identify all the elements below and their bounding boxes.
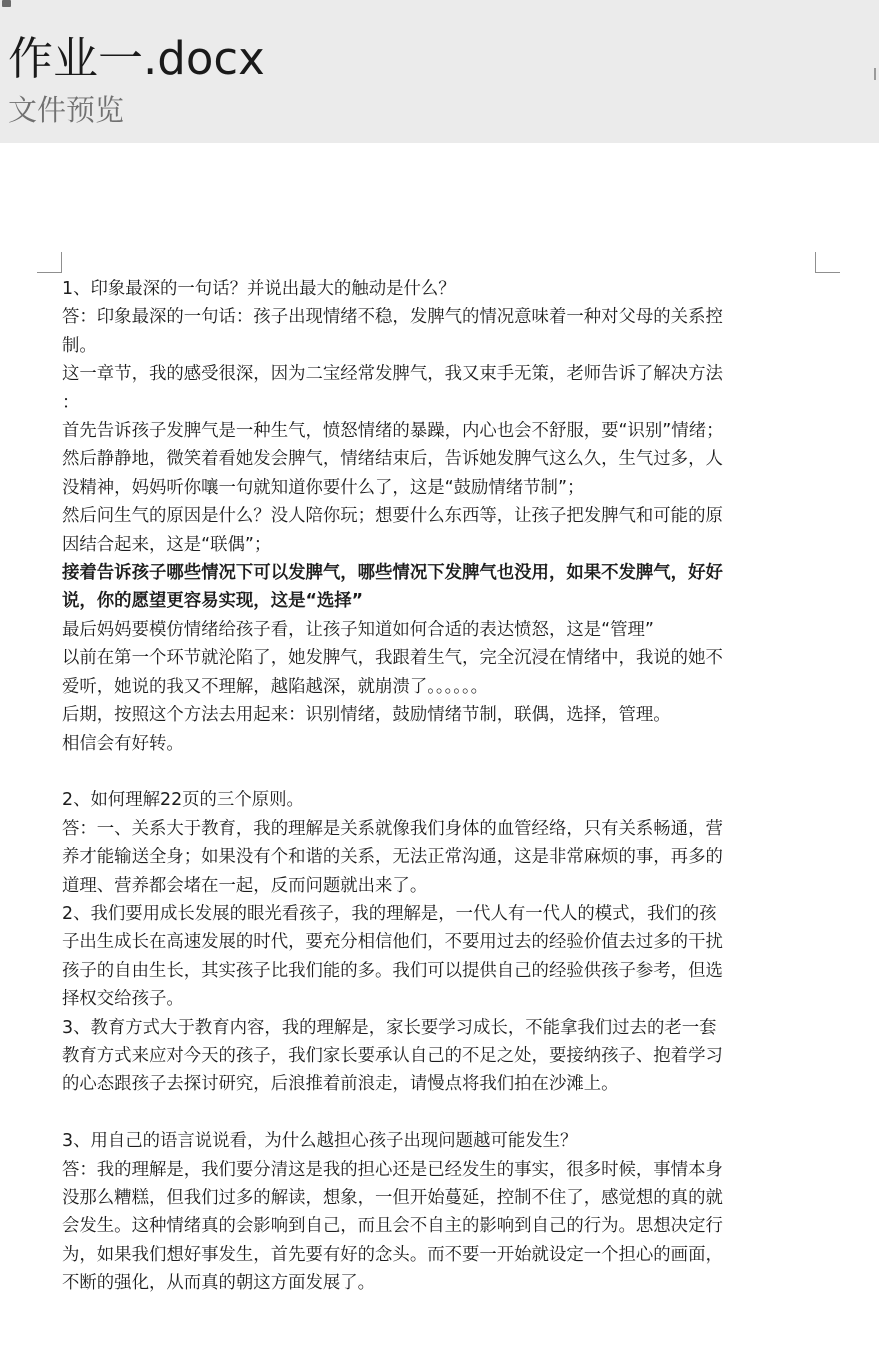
paragraph-line: 道理、营养都会堵在一起，反而问题就出来了。 — [62, 875, 428, 896]
paragraph-line: 没精神，妈妈听你嚷一句就知道你要什么了，这是“鼓励情绪节制”； — [62, 477, 585, 498]
paragraph-line: 因结合起来，这是“联偶”； — [62, 534, 272, 555]
page-margin-mark-right — [815, 252, 840, 273]
paragraph-line: 2、我们要用成长发展的眼光看孩子，我的理解是，一代人有一代人的模式，我们的孩 — [62, 903, 717, 924]
paragraph-line: 以前在第一个环节就沦陷了，她发脾气，我跟着生气，完全沉浸在情绪中，我说的她不 — [62, 648, 723, 669]
bold-paragraph-line: 说，你的愿望更容易实现，这是“选择” — [62, 591, 364, 612]
blank-line — [62, 1099, 818, 1127]
document-body — [62, 275, 818, 1298]
file-title: 作业一.docx — [8, 32, 265, 85]
paragraph-line: 子出生成长在高速发展的时代，要充分相信他们，不要用过去的经验价值去过多的干扰 — [62, 932, 723, 953]
question-1: 1、印象最深的一句话？并说出最大的触动是什么？ — [62, 279, 456, 299]
paragraph-line: 然后问生气的原因是什么？没人陪你玩；想要什么东西等，让孩子把发脾气和可能的原 — [62, 506, 723, 527]
paragraph-line: 没那么糟糕，但我们过多的解读，想象，一但开始蔓延，控制不住了，感觉想的真的就 — [62, 1187, 723, 1208]
paragraph-line: 为，如果我们想好事发生，首先要有好的念头。而不要一开始就设定一个担心的画面， — [62, 1244, 723, 1265]
paragraph-line: 答：印象最深的一句话：孩子出现情绪不稳，发脾气的情况意味着一种对父母的关系控 — [62, 307, 723, 328]
paragraph-line: 养才能输送全身；如果没有个和谐的关系，无法正常沟通，这是非常麻烦的事，再多的 — [62, 847, 723, 868]
paragraph-line: 首先告诉孩子发脾气是一种生气，愤怒情绪的暴躁，内心也会不舒服，要“识别”情绪； — [62, 421, 724, 442]
scroll-handle[interactable] — [874, 68, 879, 80]
page-margin-mark-left — [37, 252, 62, 273]
paragraph-line: ： — [62, 392, 80, 413]
paragraph-line: 爱听，她说的我又不理解，越陷越深，就崩溃了。。。。。。 — [62, 676, 489, 697]
preview-header — [0, 0, 879, 143]
bold-paragraph-line: 接着告诉孩子哪些情况下可以发脾气，哪些情况下发脾气也没用，如果不发脾气，好好 — [62, 563, 723, 584]
paragraph-line: 择权交给孩子。 — [62, 989, 184, 1010]
question-2: 2、如何理解22页的三个原则。 — [62, 790, 304, 811]
paragraph-line: 3、教育方式大于教育内容，我的理解是，家长要学习成长，不能拿我们过去的老一套 — [62, 1017, 717, 1038]
paragraph-line: 不断的强化，从而真的朝这方面发展了。 — [62, 1273, 376, 1294]
paragraph-line: 制。 — [62, 335, 97, 356]
paragraph-line: 会发生。这种情绪真的会影响到自己，而且会不自主的影响到自己的行为。思想决定行 — [62, 1216, 723, 1237]
paragraph-line: 这一章节，我的感受很深，因为二宝经常发脾气，我又束手无策，老师告诉了解决方法 — [62, 364, 723, 385]
paragraph-line: 的心态跟孩子去探讨研究，后浪推着前浪走，请慢点将我们拍在沙滩上。 — [62, 1074, 619, 1095]
file-preview-label: 文件预览 — [8, 93, 125, 127]
pencil-icon[interactable] — [2, 0, 11, 7]
blank-line — [62, 758, 818, 786]
paragraph-line: 答：我的理解是，我们要分清这是我的担心还是已经发生的事实，很多时候，事情本身 — [62, 1159, 723, 1180]
paragraph-line: 教育方式来应对今天的孩子，我们家长要承认自己的不足之处，要接纳孩子、抱着学习 — [62, 1045, 723, 1066]
question-3: 3、用自己的语言说说看，为什么越担心孩子出现问题越可能发生？ — [62, 1131, 578, 1152]
paragraph-line: 然后静静地，微笑着看她发会脾气，情绪结束后，告诉她发脾气这么久，生气过多，人 — [62, 449, 723, 470]
paragraph-line: 相信会有好转。 — [62, 733, 184, 754]
paragraph-line: 最后妈妈要模仿情绪给孩子看，让孩子知道如何合适的表达愤怒，这是“管理” — [62, 619, 654, 640]
paragraph-line: 后期，按照这个方法去用起来：识别情绪，鼓励情绪节制，联偶，选择，管理。 — [62, 705, 671, 726]
paragraph-line: 孩子的自由生长，其实孩子比我们能的多。我们可以提供自己的经验供孩子参考，但选 — [62, 960, 723, 981]
paragraph-line: 答：一、关系大于教育，我的理解是关系就像我们身体的血管经络，只有关系畅通，营 — [62, 818, 723, 839]
